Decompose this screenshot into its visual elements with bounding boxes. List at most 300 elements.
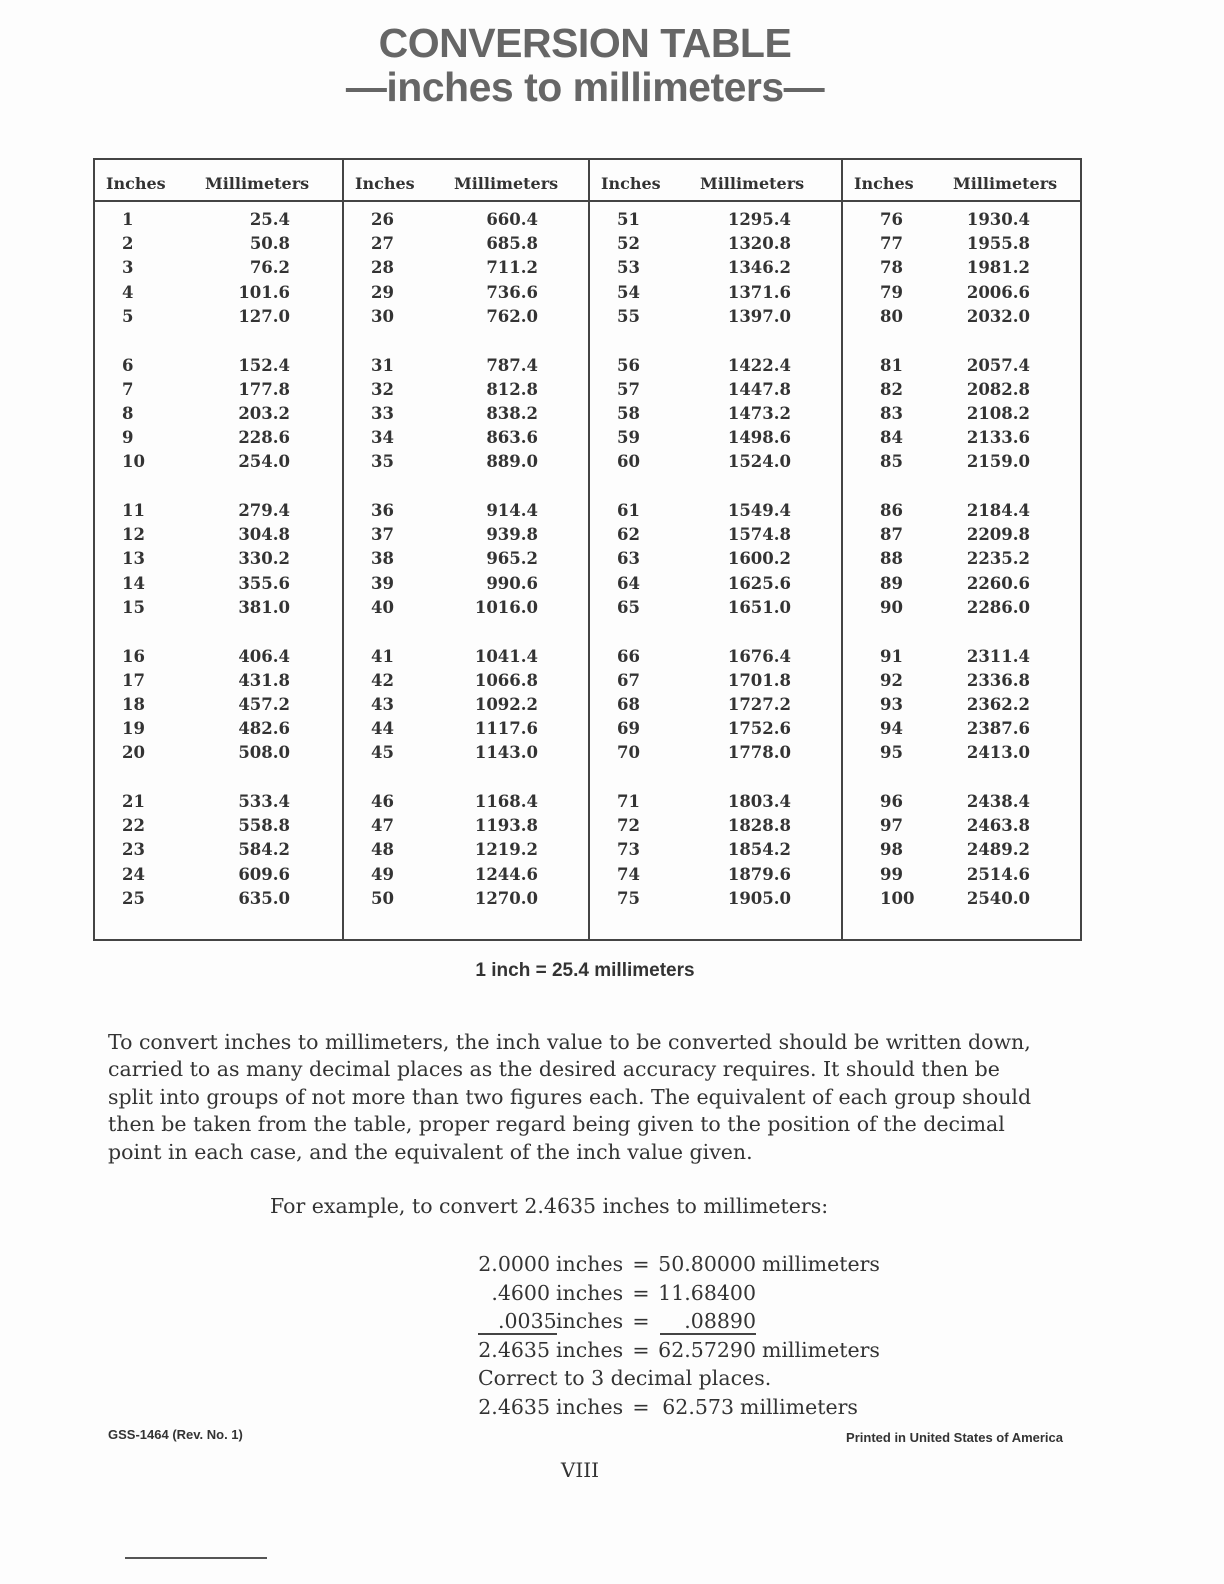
millimeters-cell: 1117.6 bbox=[474, 719, 538, 739]
millimeters-cell: 2489.2 bbox=[966, 840, 1030, 860]
millimeters-cell: 1879.6 bbox=[727, 864, 791, 884]
inches-cell: 34 bbox=[371, 428, 394, 448]
millimeters-cell: 762.0 bbox=[486, 306, 538, 326]
table-row bbox=[95, 719, 342, 743]
table-row bbox=[590, 549, 843, 573]
millimeters-cell: 1651.0 bbox=[727, 597, 791, 617]
inches-cell: 94 bbox=[880, 719, 903, 739]
table-row bbox=[590, 695, 843, 719]
inches-cell: 15 bbox=[122, 597, 145, 617]
table-row bbox=[843, 695, 1082, 719]
inches-cell: 50 bbox=[371, 888, 394, 908]
millimeters-cell: 939.8 bbox=[486, 525, 538, 545]
millimeters-cell: 203.2 bbox=[238, 403, 290, 423]
table-row bbox=[590, 380, 843, 404]
equals: = bbox=[632, 1394, 650, 1419]
unit: inches bbox=[556, 1337, 624, 1362]
millimeters-cell: 482.6 bbox=[238, 719, 290, 739]
table-row bbox=[590, 719, 843, 743]
equals: = bbox=[632, 1252, 650, 1276]
table-row bbox=[344, 356, 590, 380]
inches-cell: 47 bbox=[371, 816, 394, 836]
inches-cell: 36 bbox=[371, 501, 394, 520]
millimeters-cell: 2159.0 bbox=[966, 452, 1030, 472]
millimeters-cell: 1041.4 bbox=[474, 646, 538, 666]
equals: = bbox=[632, 1337, 650, 1362]
table-row bbox=[95, 743, 342, 767]
table-row bbox=[843, 210, 1082, 234]
table-column-group bbox=[588, 160, 843, 939]
millimeters-cell: 1981.2 bbox=[966, 258, 1030, 278]
table-row bbox=[344, 792, 590, 816]
inches-cell: 13 bbox=[122, 549, 145, 569]
millimeters-cell: 660.4 bbox=[486, 210, 538, 229]
example-line bbox=[478, 1307, 880, 1336]
table-row bbox=[95, 380, 342, 404]
inches-cell: 63 bbox=[617, 549, 640, 569]
table-row bbox=[590, 258, 843, 282]
table-row bbox=[95, 404, 342, 428]
millimeters-cell: 1143.0 bbox=[474, 743, 538, 763]
table-row bbox=[843, 258, 1082, 282]
inches-cell: 54 bbox=[617, 282, 640, 302]
millimeters-cell: 812.8 bbox=[486, 379, 538, 399]
table-row bbox=[95, 574, 342, 598]
table-row bbox=[344, 307, 590, 331]
millimeters-cell: 2540.0 bbox=[966, 888, 1030, 908]
mm-value bbox=[658, 1307, 756, 1336]
paragraph-line: then be taken from the table, proper regard being given to the position of the decimal bbox=[108, 1112, 1005, 1137]
millimeters-cell: 457.2 bbox=[238, 694, 290, 714]
equals: = bbox=[632, 1280, 650, 1305]
table-row bbox=[843, 840, 1082, 864]
millimeters-cell: 1066.8 bbox=[474, 670, 538, 690]
table-row bbox=[843, 234, 1082, 258]
millimeters-cell: 2032.0 bbox=[966, 306, 1030, 326]
millimeters-cell: 584.2 bbox=[238, 840, 290, 860]
example-final bbox=[478, 1393, 880, 1422]
millimeters-cell: 2311.4 bbox=[966, 646, 1030, 666]
inches-cell: 10 bbox=[122, 452, 145, 472]
millimeters-cell: 2286.0 bbox=[966, 597, 1030, 617]
millimeters-cell: 177.8 bbox=[238, 379, 290, 399]
table-row bbox=[843, 792, 1082, 816]
table-header bbox=[95, 160, 342, 202]
header-millimeters: Millimeters bbox=[953, 174, 1058, 193]
table-row bbox=[344, 283, 590, 307]
millimeters-cell: 965.2 bbox=[486, 549, 538, 569]
inches-cell: 91 bbox=[880, 646, 903, 666]
inches-cell: 61 bbox=[617, 501, 640, 520]
inches-cell: 65 bbox=[617, 597, 640, 617]
table-row bbox=[590, 792, 843, 816]
paragraph-line: point in each case, and the equivalent of the inch value given. bbox=[108, 1139, 753, 1164]
table-row bbox=[344, 743, 590, 767]
example-calculation bbox=[478, 1250, 880, 1421]
millimeters-cell: 50.8 bbox=[249, 234, 290, 254]
inches-cell: 77 bbox=[880, 234, 903, 254]
table-row bbox=[843, 647, 1082, 671]
inches-cell: 40 bbox=[371, 597, 394, 617]
inches-cell: 84 bbox=[880, 428, 903, 448]
instructions-paragraph bbox=[108, 1029, 1031, 1166]
table-row bbox=[344, 452, 590, 476]
inches-cell: 87 bbox=[880, 525, 903, 545]
inches-cell: 81 bbox=[880, 355, 903, 375]
inches-cell: 5 bbox=[122, 306, 134, 326]
inches-cell: 26 bbox=[371, 210, 394, 229]
millimeters-cell: 2006.6 bbox=[966, 282, 1030, 302]
inches-cell: 57 bbox=[617, 379, 640, 399]
underlined-value: .0035 bbox=[478, 1309, 557, 1335]
inches-cell: 19 bbox=[122, 719, 145, 739]
unit: millimeters bbox=[762, 1252, 880, 1276]
inch-value: 2.0000 bbox=[478, 1252, 550, 1276]
inches-cell: 48 bbox=[371, 840, 394, 860]
table-row bbox=[843, 816, 1082, 840]
millimeters-cell: 889.0 bbox=[486, 452, 538, 472]
inches-cell: 30 bbox=[371, 306, 394, 326]
millimeters-cell: 1016.0 bbox=[474, 597, 538, 617]
inches-cell: 59 bbox=[617, 428, 640, 448]
millimeters-cell: 1092.2 bbox=[474, 694, 538, 714]
millimeters-cell: 863.6 bbox=[486, 428, 538, 448]
table-row bbox=[843, 428, 1082, 452]
table-row bbox=[95, 428, 342, 452]
table-row bbox=[590, 865, 843, 889]
table-row bbox=[95, 671, 342, 695]
table-header bbox=[590, 160, 843, 202]
millimeters-cell: 1778.0 bbox=[727, 743, 791, 763]
table-row bbox=[843, 865, 1082, 889]
inches-cell: 67 bbox=[617, 670, 640, 690]
table-row bbox=[843, 549, 1082, 573]
table-row bbox=[344, 501, 590, 525]
inches-cell: 64 bbox=[617, 573, 640, 593]
example-note: Correct to 3 decimal places. bbox=[478, 1366, 772, 1390]
table-row bbox=[590, 671, 843, 695]
inches-cell: 69 bbox=[617, 719, 640, 739]
inch-value: .4600 bbox=[491, 1280, 550, 1305]
table-row bbox=[344, 816, 590, 840]
inches-cell: 58 bbox=[617, 403, 640, 423]
inches-cell: 66 bbox=[617, 646, 640, 666]
inches-cell: 31 bbox=[371, 355, 394, 375]
table-row bbox=[843, 404, 1082, 428]
table-row bbox=[344, 258, 590, 282]
table-row bbox=[95, 647, 342, 671]
inches-cell: 35 bbox=[371, 452, 394, 472]
millimeters-cell: 330.2 bbox=[238, 549, 290, 569]
millimeters-cell: 736.6 bbox=[486, 282, 538, 302]
table-row bbox=[95, 210, 342, 234]
table-row bbox=[95, 525, 342, 549]
millimeters-cell: 2235.2 bbox=[966, 549, 1030, 569]
header-millimeters: Millimeters bbox=[700, 174, 805, 193]
inches-cell: 89 bbox=[880, 573, 903, 593]
table-row bbox=[95, 307, 342, 331]
inches-cell: 52 bbox=[617, 234, 640, 254]
millimeters-cell: 1727.2 bbox=[727, 694, 791, 714]
millimeters-cell: 1346.2 bbox=[727, 258, 791, 278]
table-column-group bbox=[95, 160, 342, 939]
header-inches: Inches bbox=[106, 174, 166, 193]
millimeters-cell: 2413.0 bbox=[966, 743, 1030, 763]
inches-cell: 98 bbox=[880, 840, 903, 860]
inches-cell: 3 bbox=[122, 258, 134, 278]
inches-cell: 24 bbox=[122, 864, 145, 884]
table-row bbox=[843, 380, 1082, 404]
table-row bbox=[843, 283, 1082, 307]
inches-cell: 95 bbox=[880, 743, 903, 763]
paragraph-line: split into groups of not more than two figures each. The equivalent of each group should bbox=[108, 1084, 1032, 1109]
millimeters-cell: 609.6 bbox=[238, 864, 290, 884]
table-row bbox=[843, 598, 1082, 622]
millimeters-cell: 1549.4 bbox=[727, 501, 791, 520]
millimeters-cell: 381.0 bbox=[238, 597, 290, 617]
millimeters-cell: 914.4 bbox=[486, 501, 538, 520]
table-row bbox=[843, 743, 1082, 767]
millimeters-cell: 1193.8 bbox=[474, 816, 538, 836]
mm-value: 50.80000 bbox=[658, 1252, 756, 1276]
millimeters-cell: 406.4 bbox=[238, 646, 290, 666]
inches-cell: 71 bbox=[617, 792, 640, 811]
inches-cell: 39 bbox=[371, 573, 394, 593]
millimeters-cell: 1524.0 bbox=[727, 452, 791, 472]
table-row bbox=[95, 816, 342, 840]
header-inches: Inches bbox=[854, 174, 914, 193]
millimeters-cell: 2260.6 bbox=[966, 573, 1030, 593]
inches-cell: 88 bbox=[880, 549, 903, 569]
millimeters-cell: 1625.6 bbox=[727, 573, 791, 593]
table-row bbox=[344, 647, 590, 671]
inches-cell: 70 bbox=[617, 743, 640, 763]
unit: millimeters bbox=[762, 1337, 880, 1362]
table-row bbox=[344, 598, 590, 622]
millimeters-cell: 685.8 bbox=[486, 234, 538, 254]
inches-cell: 32 bbox=[371, 379, 394, 399]
table-row bbox=[95, 598, 342, 622]
millimeters-cell: 1219.2 bbox=[474, 840, 538, 860]
table-row bbox=[95, 452, 342, 476]
millimeters-cell: 2108.2 bbox=[966, 403, 1030, 423]
table-row bbox=[590, 452, 843, 476]
table-row bbox=[344, 380, 590, 404]
millimeters-cell: 1676.4 bbox=[727, 646, 791, 666]
inches-cell: 49 bbox=[371, 864, 394, 884]
millimeters-cell: 2184.4 bbox=[966, 501, 1030, 520]
inches-cell: 56 bbox=[617, 355, 640, 375]
millimeters-cell: 228.6 bbox=[238, 428, 290, 448]
example-line bbox=[478, 1250, 880, 1279]
inches-cell: 14 bbox=[122, 573, 145, 593]
inches-cell: 85 bbox=[880, 452, 903, 472]
table-row bbox=[590, 574, 843, 598]
inches-cell: 4 bbox=[122, 282, 134, 302]
unit: millimeters bbox=[740, 1394, 858, 1419]
inches-cell: 86 bbox=[880, 501, 903, 520]
table-row bbox=[590, 283, 843, 307]
millimeters-cell: 711.2 bbox=[486, 258, 538, 278]
millimeters-cell: 1371.6 bbox=[727, 282, 791, 302]
millimeters-cell: 1905.0 bbox=[727, 888, 791, 908]
table-row bbox=[590, 404, 843, 428]
inches-cell: 28 bbox=[371, 258, 394, 278]
table-row bbox=[590, 210, 843, 234]
millimeters-cell: 304.8 bbox=[238, 525, 290, 545]
millimeters-cell: 1498.6 bbox=[727, 428, 791, 448]
mm-value: 62.573 bbox=[662, 1394, 734, 1419]
inches-cell: 73 bbox=[617, 840, 640, 860]
inches-cell: 42 bbox=[371, 670, 394, 690]
inches-cell: 74 bbox=[617, 864, 640, 884]
inches-cell: 16 bbox=[122, 646, 145, 666]
millimeters-cell: 431.8 bbox=[238, 670, 290, 690]
unit: inches bbox=[556, 1280, 624, 1305]
inches-cell: 60 bbox=[617, 452, 640, 472]
table-row bbox=[590, 525, 843, 549]
table-row bbox=[344, 404, 590, 428]
header-inches: Inches bbox=[355, 174, 415, 193]
inches-cell: 51 bbox=[617, 210, 640, 229]
inches-cell: 43 bbox=[371, 694, 394, 714]
table-row bbox=[344, 234, 590, 258]
inches-cell: 9 bbox=[122, 428, 134, 448]
table-row bbox=[843, 671, 1082, 695]
inches-cell: 2 bbox=[122, 234, 134, 254]
table-row bbox=[590, 501, 843, 525]
table-row bbox=[344, 840, 590, 864]
millimeters-cell: 2514.6 bbox=[966, 864, 1030, 884]
millimeters-cell: 1600.2 bbox=[727, 549, 791, 569]
table-row bbox=[95, 258, 342, 282]
millimeters-cell: 2209.8 bbox=[966, 525, 1030, 545]
millimeters-cell: 2463.8 bbox=[966, 816, 1030, 836]
table-row bbox=[590, 889, 843, 913]
header-inches: Inches bbox=[601, 174, 661, 193]
inches-cell: 72 bbox=[617, 816, 640, 836]
inches-cell: 17 bbox=[122, 670, 145, 690]
table-header bbox=[843, 160, 1082, 202]
table-row bbox=[590, 598, 843, 622]
paragraph-line: carried to as many decimal places as the desired accuracy requires. It should then be bbox=[108, 1057, 1000, 1082]
table-row bbox=[95, 549, 342, 573]
inches-cell: 99 bbox=[880, 864, 903, 884]
table-row bbox=[843, 452, 1082, 476]
table-row bbox=[95, 840, 342, 864]
table-row bbox=[344, 428, 590, 452]
printed-note: Printed in United States of America bbox=[846, 1430, 1063, 1445]
millimeters-cell: 279.4 bbox=[238, 501, 290, 520]
table-row bbox=[95, 889, 342, 913]
millimeters-cell: 787.4 bbox=[486, 355, 538, 375]
inches-cell: 90 bbox=[880, 597, 903, 617]
millimeters-cell: 1854.2 bbox=[727, 840, 791, 860]
conversion-table bbox=[93, 158, 1082, 941]
table-row bbox=[95, 501, 342, 525]
inches-cell: 55 bbox=[617, 306, 640, 326]
unit: inches bbox=[556, 1394, 624, 1419]
millimeters-cell: 1244.6 bbox=[474, 864, 538, 884]
inches-cell: 21 bbox=[122, 792, 145, 811]
inches-cell: 44 bbox=[371, 719, 394, 739]
inches-cell: 93 bbox=[880, 694, 903, 714]
millimeters-cell: 254.0 bbox=[238, 452, 290, 472]
table-row bbox=[590, 743, 843, 767]
inches-cell: 20 bbox=[122, 743, 145, 763]
inches-cell: 7 bbox=[122, 379, 134, 399]
table-row bbox=[344, 525, 590, 549]
inches-cell: 97 bbox=[880, 816, 903, 836]
millimeters-cell: 152.4 bbox=[238, 355, 290, 375]
inches-cell: 75 bbox=[617, 888, 640, 908]
inches-cell: 62 bbox=[617, 525, 640, 545]
table-row bbox=[344, 889, 590, 913]
inches-cell: 33 bbox=[371, 403, 394, 423]
millimeters-cell: 1752.6 bbox=[727, 719, 791, 739]
table-row bbox=[843, 889, 1082, 913]
millimeters-cell: 76.2 bbox=[249, 258, 290, 278]
mm-value: 11.68400 bbox=[658, 1280, 756, 1305]
millimeters-cell: 1473.2 bbox=[727, 403, 791, 423]
unit: inches bbox=[556, 1309, 624, 1333]
inches-cell: 18 bbox=[122, 694, 145, 714]
inches-cell: 11 bbox=[122, 501, 145, 520]
inches-cell: 76 bbox=[880, 210, 903, 229]
inches-cell: 82 bbox=[880, 379, 903, 399]
table-row bbox=[344, 719, 590, 743]
millimeters-cell: 101.6 bbox=[238, 282, 290, 302]
table-row bbox=[95, 283, 342, 307]
example-intro: For example, to convert 2.4635 inches to millimeters: bbox=[270, 1194, 829, 1218]
millimeters-cell: 1422.4 bbox=[727, 355, 791, 375]
conversion-caption: 1 inch = 25.4 millimeters bbox=[475, 960, 695, 981]
millimeters-cell: 1447.8 bbox=[727, 379, 791, 399]
millimeters-cell: 990.6 bbox=[486, 573, 538, 593]
millimeters-cell: 355.6 bbox=[238, 573, 290, 593]
millimeters-cell: 2362.2 bbox=[966, 694, 1030, 714]
millimeters-cell: 2438.4 bbox=[966, 792, 1030, 811]
equals: = bbox=[632, 1309, 650, 1333]
table-row bbox=[590, 356, 843, 380]
title: CONVERSION TABLE bbox=[378, 20, 792, 66]
inches-cell: 1 bbox=[122, 210, 134, 229]
inches-cell: 78 bbox=[880, 258, 903, 278]
inches-cell: 79 bbox=[880, 282, 903, 302]
inch-value: 2.4635 bbox=[478, 1394, 550, 1419]
table-row bbox=[95, 356, 342, 380]
millimeters-cell: 1320.8 bbox=[727, 234, 791, 254]
millimeters-cell: 2133.6 bbox=[966, 428, 1030, 448]
page-number: VIII bbox=[560, 1458, 600, 1482]
table-row bbox=[95, 792, 342, 816]
table-row bbox=[95, 234, 342, 258]
inches-cell: 6 bbox=[122, 355, 134, 375]
millimeters-cell: 25.4 bbox=[249, 210, 290, 229]
table-row bbox=[590, 307, 843, 331]
millimeters-cell: 1168.4 bbox=[474, 792, 538, 811]
table-row bbox=[344, 695, 590, 719]
header-millimeters: Millimeters bbox=[454, 174, 559, 193]
millimeters-cell: 2082.8 bbox=[966, 379, 1030, 399]
table-row bbox=[344, 549, 590, 573]
inches-cell: 12 bbox=[122, 525, 145, 545]
table-row bbox=[590, 840, 843, 864]
table-row bbox=[843, 574, 1082, 598]
table-row bbox=[843, 307, 1082, 331]
inches-cell: 29 bbox=[371, 282, 394, 302]
inches-cell: 23 bbox=[122, 840, 145, 860]
